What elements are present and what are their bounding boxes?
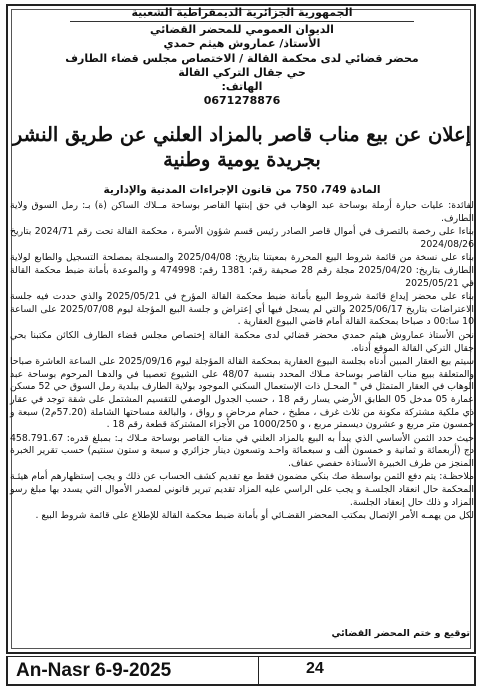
paragraph-authorization: بناءا على رخصة بالتصرف في أموال قاصر الصادر رئيس قسم شؤون الأسرة ، محكمة القالة تحت رقم 2024/71 بتاريخ 2024/08/26: [10, 226, 474, 250]
paragraph-base-price: حيث حدد الثمن الأساسي الذي يبدأ به البيع بالمزاد العلني في مناب القاصر بوساحة مـلاك بـ: بمبلغ قدره: 458.791.67 دج (أربعمائة و ثمانية و خمسون ألف و سبعمائة واحـد وتسعون دينار جزائري و سبعة و ستون سنتيم) حسب تقرير الخبرة المنجز من طرف الخبيرة الأستاذة حفصي عفاف.: [10, 432, 474, 469]
paragraph-bailiff: نحن الأستاذ عماروش هيثم حمدي محضر قضائي لدى محكمة القالة إختصاص مجلس قضاء الطارف الكائن مكتبنا بحي جقال التركي القالة الموقع أدناه.: [10, 329, 474, 354]
signature-line: توقيع و ختم المحضر القضائي: [331, 628, 470, 639]
header-phone-label: الهاتف:: [221, 80, 263, 94]
header-office: الديوان العمومي للمحضر القضائي: [150, 23, 334, 37]
header-bailiff-name: الأستاذ/ عماروش هيثم حمدي: [163, 37, 321, 51]
paragraph-note: ملاحظـة: يتم دفع الثمن بواسطة صك بنكي مضمون فقط مع تقديم كشف الحساب عن ذلك و يجب إستظهارهم أمام هيئـة المحكمة حال انعقاد الجلسـة و يجب على الراسي عليه المزاد تقديم تبرير قانوني لمصدر الأموال التي يسدد بها مبلغ رسو المزاد و ذلك حال إنعقاد الجلسة.: [10, 471, 474, 508]
paragraph-conditions-copy: بناء على نسخة من قائمة شروط البيع المحررة بمعيتنا بتاريخ: 2025/04/08 والمسجلة بمصلحة التسجيل والطابع لولاية الطارف بتاريخ: 2025/04/20 مجلة رقم 28 صحيفة رقم: 1381 رقم: 474998 و والموعدة بأمانة ضبط محكمة القالة في 2025/05/21: [10, 252, 474, 289]
footer-divider: [258, 657, 259, 684]
paragraph-beneficiary: لفائدة: عليات حبارة أرملة بوساحة عبد الوهاب في حق إبنتها القاصر بوساحة مــلاك الساكن (ة) بـ: رمل السوق ولاية الطارف.: [10, 200, 474, 224]
notice-subtitle: المادة 749، 750 من قانون الإجراءات المدنية والإدارية: [103, 184, 381, 196]
paragraph-deposit-record: بناء على محضر إيداع قائمة شروط البيع بأمانة ضبط محكمة القالة المؤرخ في 2025/05/21 والذي حددت فيه جلسة الاعتراضات بتاريخ 2025/06/17 والتي لم يسجل فيها أي إعتراض و جلسة البيع المؤجلة ليوم 2025/07/08 على الساعة 10 سا:00 د صباحا بمحكمة القالة أمام قاضي البيوع العقارية .: [10, 291, 475, 328]
header-address: حي جقال التركي القالة: [178, 65, 306, 79]
notice-title: إعلان عن بيع مناب قاصر بالمزاد العلني عن طريق النشر بجريدة يومية وطنية: [12, 123, 472, 171]
header-republic: الجمهورية الجزائرية الديمقراطية الشعبية: [131, 6, 353, 19]
paragraph-contact: لكل من يهمـه الأمر الإتصال بمكتب المحضر القضـائي أو بأمانة ضبط محكمة القالة للإطلاع على قائمة شروط البيع .: [35, 510, 474, 522]
header-jurisdiction: محضر قضائي لدى محكمة القالة / الاختصاص مجلس قضاء الطارف: [65, 51, 419, 65]
page-number: 24: [306, 660, 324, 677]
header-phone: 0671278876: [203, 94, 281, 108]
page-footer: [6, 656, 476, 686]
paragraph-property: سيتم بيع العقار المبين أدناه بجلسة البيوع العقارية بمحكمة القالة المؤجلة ليوم 2025/09/16 على الساعة العاشرة صباحا والمتعلقة ببيع مناب القاصر بوساحة مـلاك المحدد بنسبة 48/07 على الشيوع تعصيبا في والدهـا المرحوم بوساحة عبد الوهاب في العقار المتمثل في " المحـل ذات الإستعمال السكني الموجود بولاية الطارف ببلدية رمل السوق حي 52 مسكن عمارة 05 مدخل 05 الطابق الأرضي يسار رقم 18 ، حسب الجدول الوصفي للتقسيم المشتمل على شقة توجد في عقار ذي ملكية مشتركة مكونة من ثلاث غرف ، مطبخ ، حمام مرحاض و رواق ، والبالغة مساحتها الشاملة (57.20م2) سبعة و خمسون متر مربع و عشرون ديسمتر مربع ، و 1000/250 من الأجزاء المشتركة قطعة رقم 18 .: [10, 356, 475, 431]
publication-date: An-Nasr 6-9-2025: [16, 660, 172, 681]
notice-body: [10, 200, 474, 524]
notice-header: [10, 6, 474, 108]
header-divider: [70, 21, 414, 22]
